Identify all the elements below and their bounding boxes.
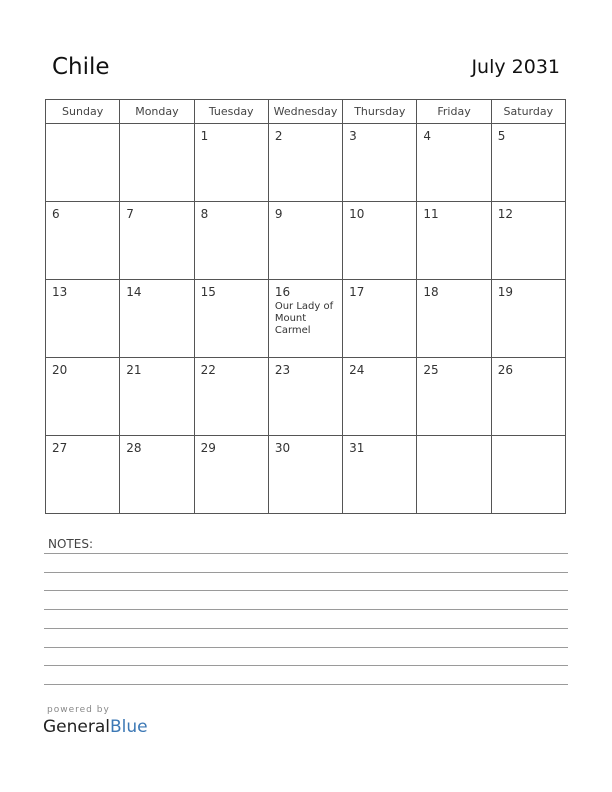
day-number: 6 — [52, 207, 60, 221]
day-number: 31 — [349, 441, 365, 455]
day-number: 30 — [274, 441, 291, 455]
day-cell — [46, 280, 120, 358]
day-cell — [491, 124, 565, 202]
logo-general: General — [43, 717, 110, 737]
week-row — [46, 358, 566, 436]
note-line — [44, 665, 568, 666]
day-cell — [417, 202, 491, 280]
holiday-label: Our Lady of Mount Carmel — [274, 301, 334, 336]
note-line — [44, 553, 568, 554]
day-number: 29 — [200, 441, 216, 455]
note-line — [44, 647, 568, 648]
weekday-header-row — [46, 100, 566, 124]
week-row — [46, 124, 566, 202]
day-number: 4 — [423, 129, 432, 143]
day-number: 14 — [126, 285, 142, 299]
day-cell — [268, 436, 342, 514]
day-cell — [194, 202, 268, 280]
day-number: 19 — [497, 285, 513, 299]
day-cell — [417, 280, 491, 358]
day-cell — [194, 124, 268, 202]
day-number: 9 — [274, 207, 283, 221]
day-cell — [120, 124, 194, 202]
day-cell — [194, 280, 268, 358]
weekday-wednesday: Wednesday — [268, 100, 342, 124]
day-cell — [194, 436, 268, 514]
day-cell — [491, 358, 565, 436]
day-cell — [343, 124, 417, 202]
day-cell — [120, 280, 194, 358]
day-number: 21 — [126, 363, 142, 377]
day-number: 23 — [274, 363, 291, 377]
day-cell — [46, 124, 120, 202]
notes-label: NOTES: — [48, 537, 93, 551]
day-cell — [268, 280, 342, 358]
day-number: 27 — [52, 441, 68, 455]
day-number: 24 — [349, 363, 365, 377]
weekday-sunday: Sunday — [46, 100, 120, 124]
day-number: 7 — [126, 207, 134, 221]
day-cell — [120, 436, 194, 514]
day-cell — [194, 358, 268, 436]
week-row — [46, 436, 566, 514]
note-line — [44, 572, 568, 573]
day-cell — [343, 436, 417, 514]
day-cell — [268, 358, 342, 436]
day-cell — [417, 358, 491, 436]
day-cell — [46, 202, 120, 280]
week-row — [46, 202, 566, 280]
calendar-grid — [45, 99, 566, 514]
day-cell — [491, 202, 565, 280]
day-cell — [46, 358, 120, 436]
day-cell — [417, 436, 491, 514]
note-line — [44, 684, 568, 685]
weekday-monday: Monday — [120, 100, 194, 124]
day-cell — [343, 202, 417, 280]
country-title: Chile — [52, 54, 110, 80]
day-cell — [120, 358, 194, 436]
day-number: 8 — [200, 207, 209, 221]
week-row — [46, 280, 566, 358]
day-cell — [120, 202, 194, 280]
day-number: 11 — [423, 207, 439, 221]
note-line — [44, 590, 568, 591]
day-number: 15 — [200, 285, 216, 299]
day-number: 10 — [349, 207, 365, 221]
day-number: 2 — [274, 129, 283, 143]
day-number: 22 — [200, 363, 216, 377]
day-cell — [491, 436, 565, 514]
day-number: 5 — [497, 129, 506, 143]
note-line — [44, 628, 568, 629]
day-number: 20 — [52, 363, 68, 377]
day-number: 18 — [423, 285, 439, 299]
day-cell — [491, 280, 565, 358]
day-number: 28 — [126, 441, 142, 455]
weekday-friday: Friday — [417, 100, 491, 124]
logo-blue: Blue — [110, 717, 148, 737]
month-title: July 2031 — [471, 56, 560, 78]
day-cell — [268, 202, 342, 280]
generalblue-logo[interactable] — [43, 717, 148, 737]
day-number: 12 — [497, 207, 513, 221]
day-number: 25 — [423, 363, 439, 377]
day-cell — [46, 436, 120, 514]
day-number: 1 — [200, 129, 209, 143]
day-cell — [343, 280, 417, 358]
day-number: 3 — [349, 129, 357, 143]
day-cell — [417, 124, 491, 202]
note-line — [44, 609, 568, 610]
day-number: 26 — [497, 363, 513, 377]
day-number: 13 — [52, 285, 68, 299]
weekday-tuesday: Tuesday — [194, 100, 268, 124]
weekday-saturday: Saturday — [491, 100, 565, 124]
day-number: 17 — [349, 285, 365, 299]
day-cell — [343, 358, 417, 436]
powered-by-text: powered by — [47, 705, 110, 715]
weekday-thursday: Thursday — [343, 100, 417, 124]
day-number: 16 — [274, 285, 291, 299]
day-cell — [268, 124, 342, 202]
